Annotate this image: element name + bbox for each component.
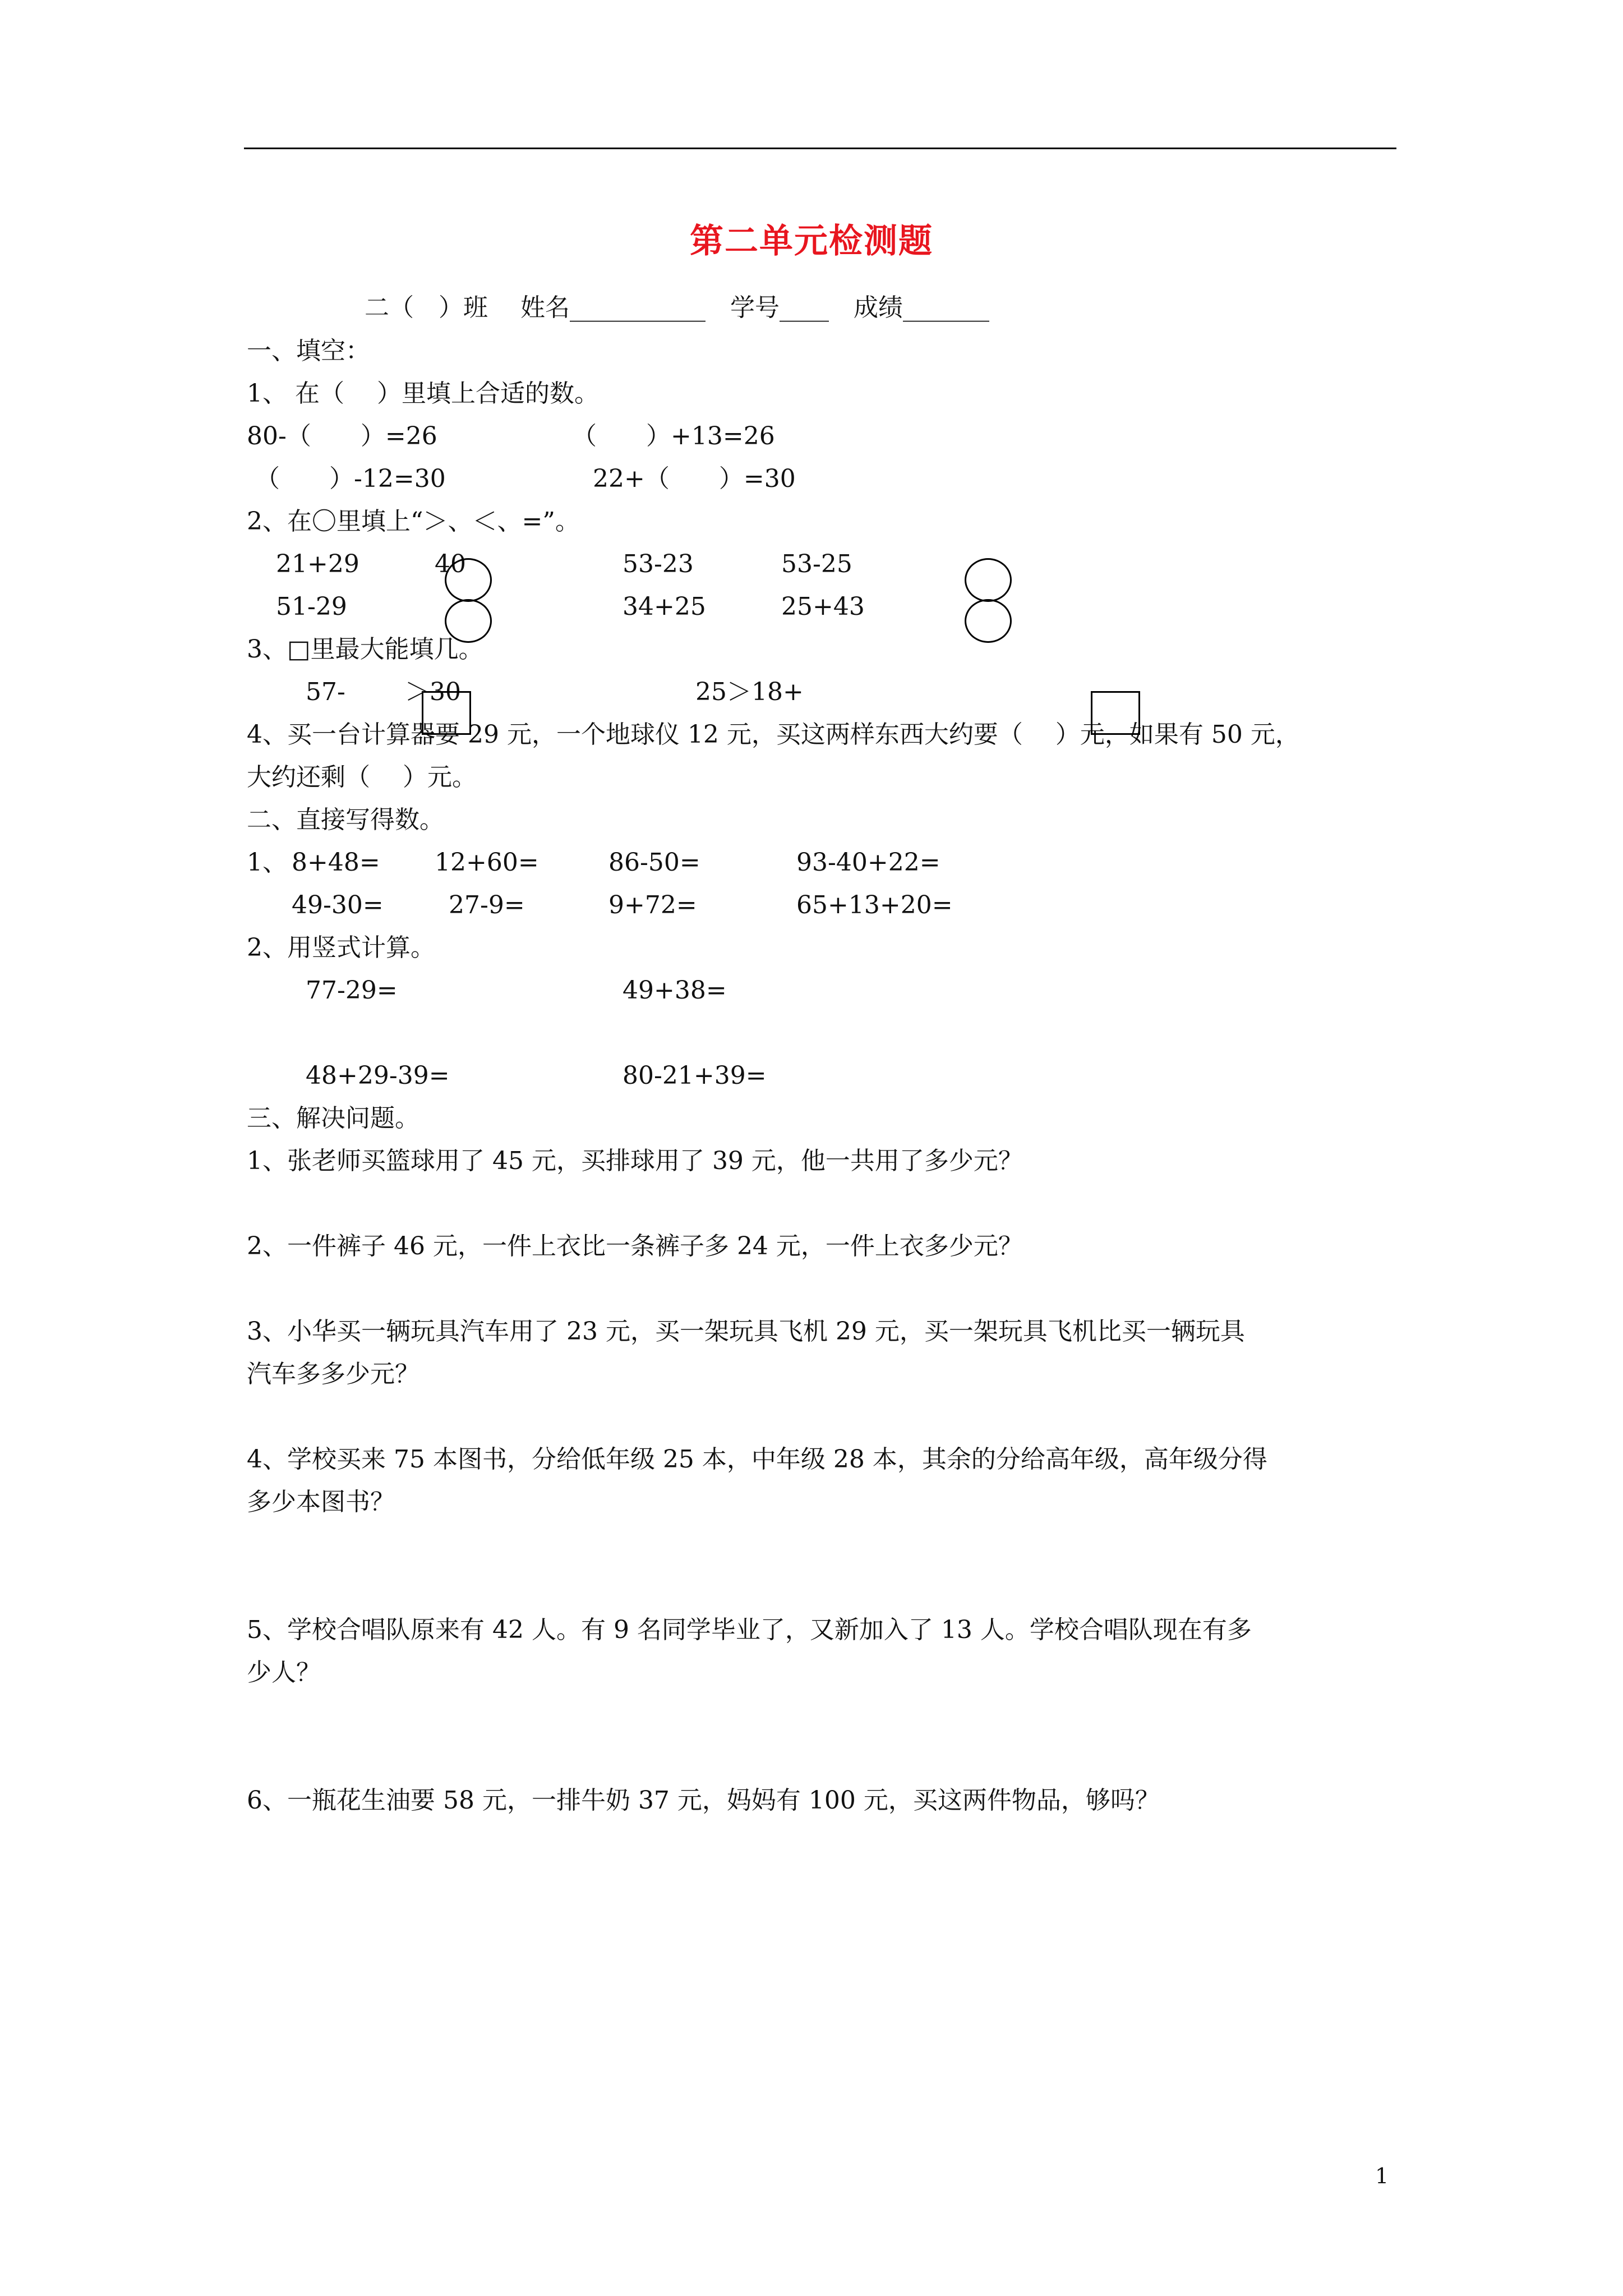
s2-q1-r1-a: 8+48= — [292, 848, 380, 877]
q4-line2: 大约还剩（ ）元。 — [247, 763, 477, 792]
q1-row2-right: 22+（ ）=30 — [593, 464, 796, 493]
q3-item2: 25＞18+ — [695, 678, 804, 706]
q1-label: 1、 在（ ）里填上合适的数。 — [247, 379, 599, 408]
q4-line1: 4、买一台计算器要 29 元，一个地球仪 12 元，买这两样东西大约要（ ）元，如果有 50 元， — [247, 720, 1300, 749]
s2-q2-r1-b: 49+38= — [623, 976, 727, 1005]
header-rule — [244, 148, 1396, 149]
s3-q1: 1、张老师买篮球用了 45 元，买排球用了 39 元，他一共用了多少元？ — [247, 1147, 1023, 1175]
s2-q1-r1-b: 12+60= — [435, 848, 539, 877]
q2-r1-c: 53-23 — [623, 550, 694, 578]
q2-r2-c: 25+43 — [781, 592, 865, 621]
s2-q1-r2-c: 9+72= — [608, 891, 697, 919]
q1-row2-left: （ ）-12=30 — [255, 464, 446, 493]
s2-q1-r2-b: 27-9= — [449, 891, 525, 919]
q3-label: 3、□里最大能填几。 — [247, 635, 483, 664]
s2-q1-r1-c: 86-50= — [608, 848, 700, 877]
s2-q2-r2-a: 48+29-39= — [306, 1061, 450, 1090]
s3-q3-line2: 汽车多多少元？ — [247, 1360, 419, 1388]
s2-q1-r2-d: 65+13+20= — [796, 891, 953, 919]
q1-row1-right: （ ）+13=26 — [572, 422, 775, 450]
s3-q3-line1: 3、小华买一辆玩具汽车用了 23 元，买一架玩具飞机 29 元，买一架玩具飞机比买一辆玩具 — [247, 1317, 1245, 1346]
s2-q2-r1-a: 77-29= — [306, 976, 398, 1005]
compare-circle[interactable] — [965, 599, 1012, 643]
s3-q2: 2、一件裤子 46 元，一件上衣比一条裤子多 24 元，一件上衣多少元？ — [247, 1232, 1023, 1260]
s3-q4-line2: 多少本图书？ — [247, 1488, 395, 1516]
q2-r2-b: 34+25 — [623, 592, 706, 621]
q2-r2-a: 51-29 — [276, 592, 347, 621]
compare-circle[interactable] — [965, 558, 1012, 602]
s2-q2-label: 2、用竖式计算。 — [247, 933, 435, 962]
q2-label: 2、在〇里填上“＞、＜、=”。 — [247, 507, 580, 536]
answer-box[interactable] — [1091, 691, 1140, 735]
s2-q1-r1-d: 93-40+22= — [796, 848, 940, 877]
answer-box[interactable] — [422, 691, 471, 735]
s3-q5-line1: 5、学校合唱队原来有 42 人。有 9 名同学毕业了，又新加入了 13 人。学校合唱队现在有多 — [247, 1616, 1252, 1644]
section1-heading: 一、填空： — [247, 337, 370, 365]
q2-r1-d: 53-25 — [781, 550, 852, 578]
s2-q1-prefix: 1、 — [247, 848, 287, 877]
s2-q1-r2-a: 49-30= — [292, 891, 384, 919]
s3-q5-line2: 少人？ — [247, 1658, 321, 1687]
q1-row1-left: 80-（ ）=26 — [247, 422, 437, 450]
section3-heading: 三、解决问题。 — [247, 1104, 419, 1133]
s3-q6: 6、一瓶花生油要 58 元，一排牛奶 37 元，妈妈有 100 元，买这两件物品，够吗？ — [247, 1786, 1160, 1815]
q3-item1-left: 57- — [306, 678, 345, 706]
student-info-line: 二（ ）班 姓名___________ 学号____ 成绩_______ — [365, 293, 989, 322]
q2-r1-b: 40 — [435, 550, 466, 578]
section2-heading: 二、直接写得数。 — [247, 806, 444, 834]
s3-q4-line1: 4、学校买来 75 本图书，分给低年级 25 本，中年级 28 本，其余的分给高年级，高年级分得 — [247, 1445, 1267, 1474]
page-number: 1 — [1375, 2164, 1389, 2188]
q2-r1-a: 21+29 — [276, 550, 359, 578]
compare-circle[interactable] — [445, 558, 492, 602]
q3-item1-right: ＞30 — [405, 678, 461, 706]
s2-q2-r2-b: 80-21+39= — [623, 1061, 767, 1090]
page-title: 第二单元检测题 — [690, 222, 933, 261]
